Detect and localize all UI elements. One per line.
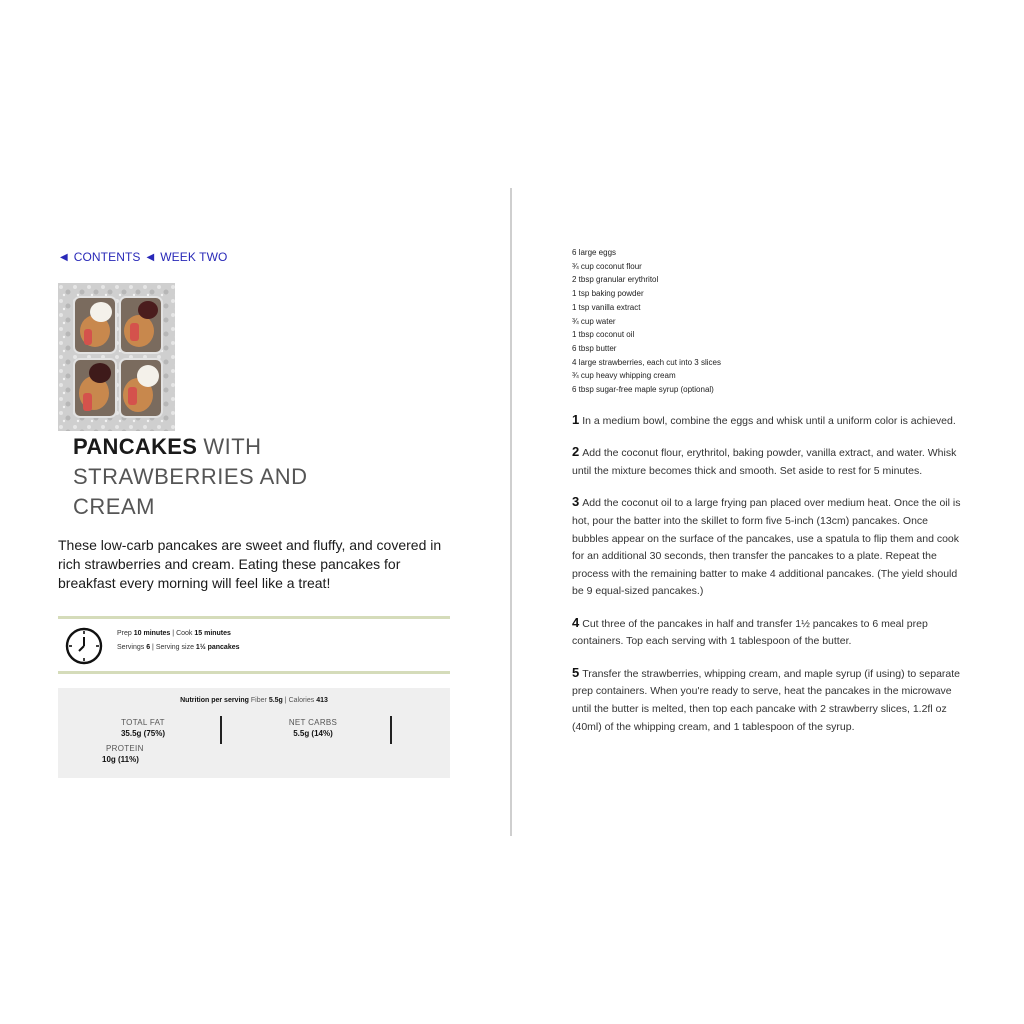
step-text: In a medium bowl, combine the eggs and whisk until a uniform color is achieved. <box>582 415 956 427</box>
step-item <box>572 411 967 431</box>
step-text: Add the coconut flour, erythritol, baking powder, vanilla extract, and water. Whisk until the mixture becomes thick and smooth. Set aside to rest for 5 minutes. <box>572 447 957 477</box>
cook-label: Cook <box>176 630 193 637</box>
nutrition-panel <box>58 688 450 778</box>
net-carbs-value: 5.5g (14%) <box>293 729 333 738</box>
back-arrow-icon[interactable]: ◀ <box>146 251 155 263</box>
total-fat <box>110 718 176 738</box>
step-number: 3 <box>572 494 580 510</box>
serving-size-label: Serving size <box>155 644 194 651</box>
step-number: 1 <box>572 412 580 427</box>
separator: | <box>172 630 175 637</box>
ingredient-list <box>572 246 721 397</box>
column-separator <box>390 716 392 744</box>
ingredient-item: 6 large eggs <box>572 248 617 257</box>
contents-link[interactable]: CONTENTS <box>73 250 141 264</box>
ingredient-item: 6 tbsp sugar-free maple syrup (optional) <box>572 385 714 395</box>
step-item <box>572 443 967 480</box>
divider-rule <box>58 616 450 619</box>
calories-label: Calories <box>288 697 315 704</box>
ingredient-item: 6 tbsp butter <box>572 343 617 353</box>
ingredient-item: 1 tsp vanilla extract <box>572 302 641 312</box>
back-arrow-icon[interactable]: ◀ <box>60 251 68 263</box>
time-info <box>117 627 240 655</box>
title-light: STRAWBERRIES AND <box>73 464 308 489</box>
prep-value: 10 minutes <box>133 630 171 637</box>
step-item <box>572 614 967 651</box>
protein-value: 10g (11%) <box>102 755 139 764</box>
nutrition-title: Nutrition per serving <box>180 697 249 704</box>
step-item <box>572 664 967 736</box>
total-fat-label: TOTAL FAT <box>121 718 165 727</box>
net-carbs-label: NET CARBS <box>288 718 338 727</box>
ingredient-item: ¾ cup heavy whipping cream <box>572 371 676 381</box>
protein <box>102 744 148 764</box>
step-text: Cut three of the pancakes in half and transfer 1½ pancakes to 6 meal prep containers. Top each serving with 1 tablespoon of the butter. <box>572 617 928 648</box>
fiber-value: 5.5g <box>268 697 283 704</box>
step-list <box>572 411 967 749</box>
recipe-title <box>73 432 373 522</box>
calories-value: 413 <box>316 697 328 704</box>
recipe-photo <box>58 283 175 431</box>
ingredient-item: ¾ cup coconut flour <box>572 261 642 271</box>
ingredient-item: ¾ cup water <box>572 316 616 326</box>
breadcrumb-nav <box>60 250 227 264</box>
serving-size-value: 1½ pancakes <box>195 644 240 651</box>
total-fat-value: 35.5g (75%) <box>120 729 166 738</box>
column-separator <box>220 716 222 744</box>
net-carbs <box>278 718 348 738</box>
prep-label: Prep <box>117 630 132 637</box>
protein-label: PROTEIN <box>106 744 144 753</box>
nutrition-heading: Nutrition per serving Fiber 5.5g | Calories 413 <box>180 697 328 704</box>
week-two-link[interactable]: WEEK TWO <box>160 250 228 264</box>
step-number: 2 <box>572 444 580 460</box>
ingredient-item: 1 tbsp coconut oil <box>572 330 635 340</box>
fiber-label: Fiber <box>250 697 267 704</box>
title-light: WITH <box>203 434 262 459</box>
servings-value: 6 <box>146 644 151 651</box>
step-text: Add the coconut oil to a large frying pan placed over medium heat. Once the oil is hot, pour the batter into the skillet to form five 5-inch (13cm) pancakes. Once bubbles appear on the surface of the pancakes, use a spatula to flip them and cook for an additional 30 seconds, then transfer the pancakes to a plate. Repeat the process with the remaining batter to make 4 additional pancakes. (The yield should be 9 equal-sized pancakes.) <box>572 497 961 598</box>
divider-rule <box>58 671 450 674</box>
step-number: 4 <box>572 614 580 630</box>
step-number: 5 <box>572 664 580 680</box>
ingredient-item: 4 large strawberries, each cut into 3 slices <box>572 357 721 367</box>
clock-icon <box>64 626 104 666</box>
ingredient-item: 1 tsp baking powder <box>572 289 644 299</box>
title-light: CREAM <box>73 494 155 519</box>
step-item <box>572 493 967 601</box>
ingredient-item: 2 tbsp granular erythritol <box>572 275 659 285</box>
recipe-intro: These low-carb pancakes are sweet and fluffy, and covered in rich strawberries and cream. Eating these pancakes for breakfast every morning will feel like a treat! <box>58 537 442 591</box>
separator: | <box>152 644 154 651</box>
cook-value: 15 minutes <box>194 630 231 637</box>
title-bold: PANCAKES <box>73 434 198 459</box>
step-text: Transfer the strawberries, whipping cream, and maple syrup (if using) to separate prep containers. When you're ready to serve, heat the pancakes in the microwave until the butter is melted, then top each pancake with 2 strawberry slices, 1.2fl oz (40ml) of the whipping cream, and 1 tablespoon of the syrup. <box>572 667 961 733</box>
page-gutter <box>510 188 512 836</box>
servings-label: Servings <box>117 644 145 651</box>
